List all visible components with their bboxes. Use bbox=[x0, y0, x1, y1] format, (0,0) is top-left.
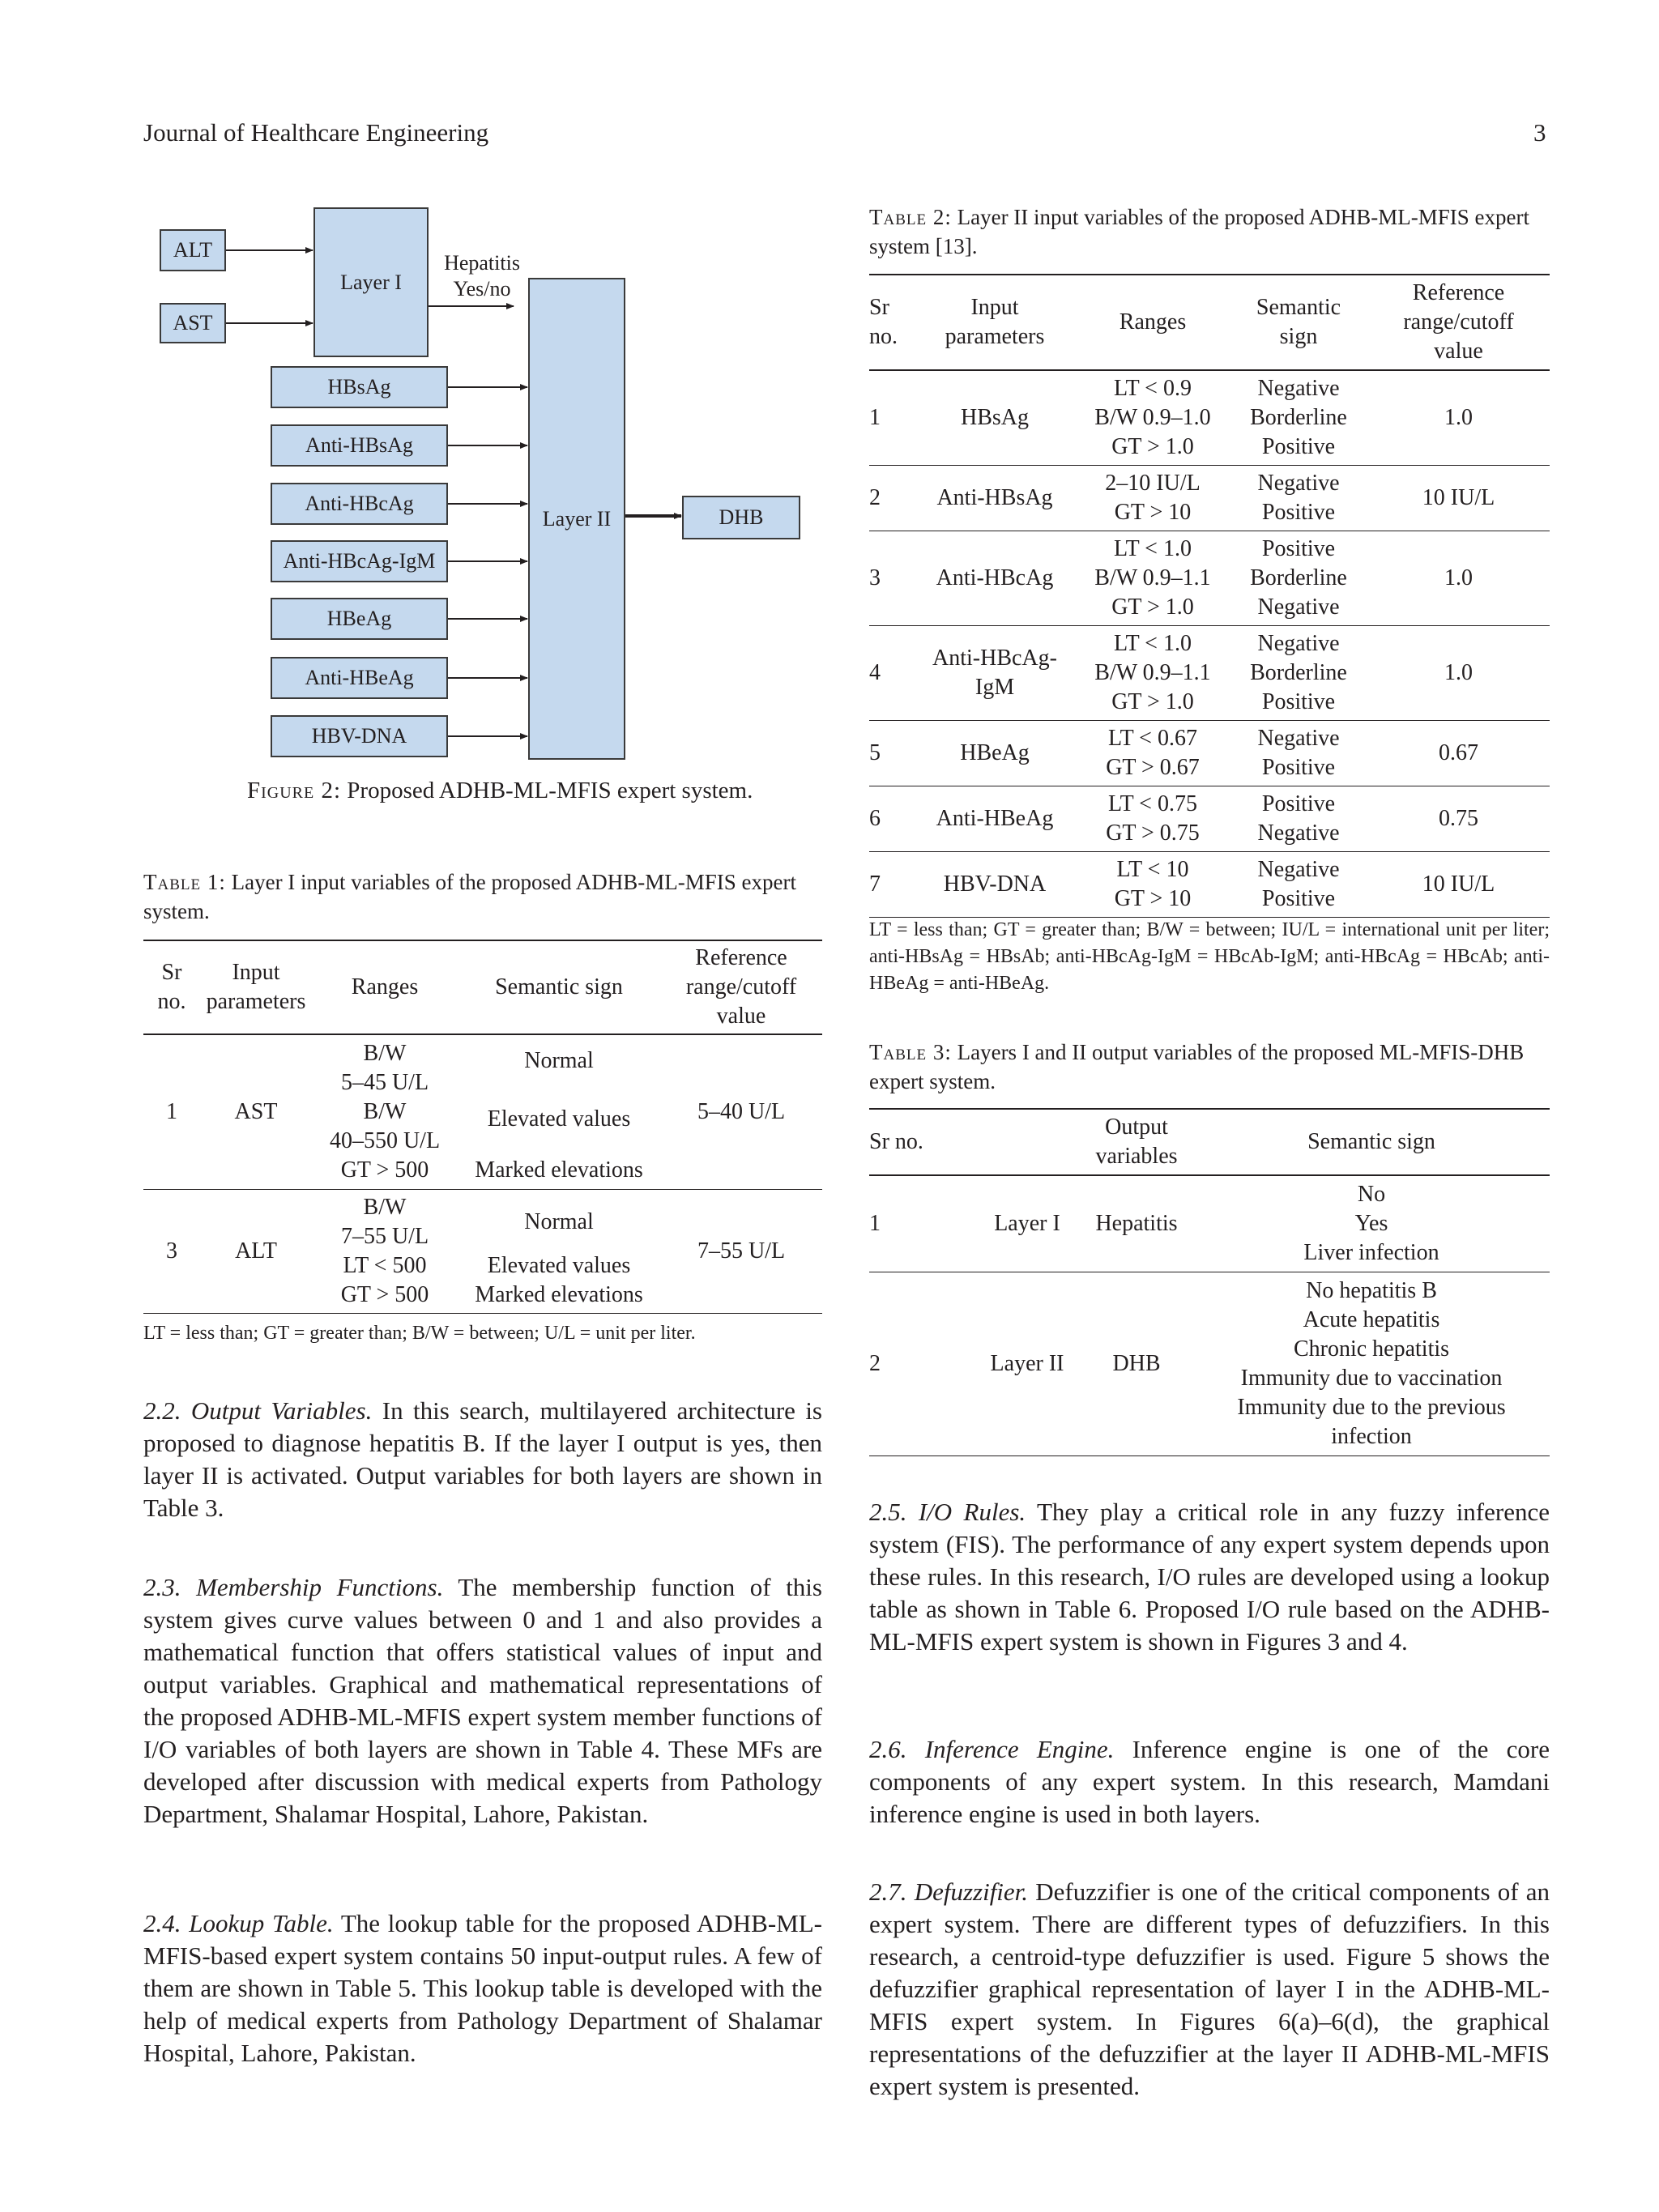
table-1-header-semantic: Semantic sign bbox=[458, 940, 660, 1034]
table-row bbox=[869, 1175, 1550, 1272]
t2-sem: Positive bbox=[1261, 536, 1336, 561]
t2-r5-semantic bbox=[1230, 721, 1367, 786]
figure-2-caption bbox=[247, 776, 753, 805]
t2-sem: Positive bbox=[1261, 500, 1336, 525]
t2-r3-ref: 1.0 bbox=[1367, 531, 1550, 626]
t2-r1-ranges bbox=[1076, 370, 1230, 466]
hepatitis-output-line-2: Yes/no bbox=[453, 277, 511, 300]
t1-h-sr-1: Sr bbox=[161, 960, 182, 985]
t2-h-ref-2: range/cutoff bbox=[1403, 309, 1514, 335]
ast-box-label: AST bbox=[173, 311, 213, 335]
table-1-header-sr bbox=[143, 940, 200, 1034]
t2-r2-sr: 2 bbox=[869, 466, 914, 531]
t3-r1-output: Hepatitis bbox=[1080, 1175, 1193, 1272]
t2-sem: Positive bbox=[1261, 755, 1336, 780]
t2-range: LT < 1.0 bbox=[1114, 631, 1192, 656]
table-row bbox=[869, 466, 1550, 531]
t1-r1-sem: Marked elevations bbox=[475, 1157, 643, 1183]
section-2-3 bbox=[143, 1571, 822, 1831]
t2-sem: Borderline bbox=[1250, 405, 1347, 430]
t1-r2-sem: Marked elevations bbox=[475, 1282, 643, 1307]
t2-r1-param: HBsAg bbox=[914, 370, 1076, 466]
t2-range: B/W 0.9–1.1 bbox=[1094, 660, 1211, 685]
hbeag-label: HBeAg bbox=[326, 607, 392, 630]
table-2-note: LT = less than; GT = greater than; B/W = between; IU/L = international unit per liter; anti-HBsAg = HBsAb; anti-HBcAg-IgM = HBcAb-IgM; anti-HBcAg = HBcAb; anti-HBeAg = anti-HBeAg. bbox=[869, 919, 1550, 994]
t2-h-sem-1: Semantic bbox=[1256, 295, 1341, 320]
t1-r2-semantic bbox=[458, 1190, 660, 1314]
t2-h-input-1: Input bbox=[970, 295, 1019, 320]
t1-r1-range: 5–45 U/L bbox=[340, 1070, 429, 1095]
table-2-header-input bbox=[914, 275, 1076, 370]
hbv-dna-label: HBV-DNA bbox=[311, 724, 407, 748]
table-row bbox=[869, 531, 1550, 626]
table-row bbox=[869, 370, 1550, 466]
section-2-3-body: The membership function of this system gives curve values between 0 and 1 and also provides a mathematical function that offers statistical values of input and output variables. Graphical and mathematical representations of the proposed ADHB-ML-MFIS expert system member functions of I/O variables of both layers are shown in Table 4. These MFs are developed after discussion with medical experts from Pathology Department, Shalamar Hospital, Lahore, Pakistan. bbox=[143, 1573, 822, 1828]
t2-r7-ranges bbox=[1076, 852, 1230, 918]
table-1-note: LT = less than; GT = greater than; B/W = between; U/L = unit per liter. bbox=[143, 1323, 696, 1344]
t2-range: B/W 0.9–1.0 bbox=[1094, 405, 1211, 430]
t3-sem: Immunity due to vaccination bbox=[1240, 1366, 1503, 1391]
section-2-6 bbox=[869, 1733, 1550, 1831]
t3-sem: Acute hepatitis bbox=[1303, 1307, 1440, 1332]
journal-title: Journal of Healthcare Engineering bbox=[143, 118, 489, 147]
t1-r2-range: LT < 500 bbox=[343, 1253, 427, 1278]
table-3-header-semantic: Semantic sign bbox=[1193, 1109, 1550, 1175]
table-row bbox=[869, 626, 1550, 721]
t2-r7-ref: 10 IU/L bbox=[1367, 852, 1550, 918]
table-3-caption-text: Layers I and II output variables of the proposed ML-MFIS-DHB expert system. bbox=[869, 1040, 1525, 1093]
t2-sem: Positive bbox=[1261, 434, 1336, 459]
table-3-header-blank bbox=[975, 1109, 1080, 1175]
anti-hbsag-label: Anti-HBsAg bbox=[305, 433, 413, 457]
t2-r6-sr: 6 bbox=[869, 786, 914, 852]
figure-2-arrows bbox=[0, 0, 810, 769]
t3-r2-semantic bbox=[1193, 1272, 1550, 1456]
t1-r1-range: 40–550 U/L bbox=[329, 1128, 441, 1153]
t3-sem: No bbox=[1357, 1182, 1386, 1207]
t3-sem: infection bbox=[1331, 1424, 1412, 1449]
section-2-4-heading: 2.4. Lookup Table. bbox=[143, 1909, 334, 1937]
t2-r1-semantic bbox=[1230, 370, 1367, 466]
hepatitis-output-line-1: Hepatitis bbox=[444, 251, 520, 275]
section-2-2 bbox=[143, 1395, 822, 1524]
figure-2-caption-label: Figure 2: bbox=[247, 778, 342, 803]
table-1-caption-text: Layer I input variables of the proposed ADHB-ML-MFIS expert system. bbox=[143, 870, 796, 923]
t2-range: LT < 10 bbox=[1116, 857, 1189, 882]
t2-range: GT > 1.0 bbox=[1111, 595, 1194, 620]
t2-r5-ref: 0.67 bbox=[1367, 721, 1550, 786]
t1-h-ref-1: Reference bbox=[695, 945, 787, 970]
table-1-header-ranges: Ranges bbox=[312, 940, 458, 1034]
t1-r2-sem: Elevated values bbox=[487, 1253, 631, 1278]
t3-r2-layer: Layer II bbox=[975, 1272, 1080, 1456]
t2-r4-sr: 4 bbox=[869, 626, 914, 721]
t1-r2-sem: Normal bbox=[524, 1209, 594, 1234]
section-2-4-body: The lookup table for the proposed ADHB-ML-MFIS-based expert system contains 50 input-output rules. A few of them are shown in Table 5. This lookup table is developed with the help of medical experts from Pathology Department of Shalamar Hospital, Lahore, Pakistan. bbox=[143, 1909, 822, 2067]
t3-sem: No hepatitis B bbox=[1306, 1278, 1437, 1303]
t2-range: LT < 0.9 bbox=[1114, 376, 1192, 401]
t1-r1-sem: Normal bbox=[524, 1048, 594, 1073]
section-2-2-body: In this search, multilayered architecture is proposed to diagnose hepatitis B. If the layer I output is yes, then layer II is activated. Output variables for both layers are shown in Table 3. bbox=[143, 1396, 823, 1522]
t2-h-sr-2: no. bbox=[869, 324, 898, 349]
t1-h-ref-2: range/cutoff bbox=[685, 974, 797, 999]
t2-sem: Negative bbox=[1257, 595, 1340, 620]
table-2-header-reference bbox=[1367, 275, 1550, 370]
table-1-header-row bbox=[143, 940, 822, 1034]
t2-r2-semantic bbox=[1230, 466, 1367, 531]
t2-r4-param: Anti-HBcAg-IgM bbox=[914, 626, 1076, 721]
t2-range: LT < 1.0 bbox=[1114, 536, 1192, 561]
t2-h-sem-2: sign bbox=[1279, 324, 1318, 349]
t2-sem: Negative bbox=[1257, 820, 1340, 846]
section-2-5-body: They play a critical role in any fuzzy inference system (FIS). The performance of any expert system depends upon these rules. In this research, I/O rules are developed using a lookup table as shown in Table 6. Proposed I/O rule based on the ADHB-ML-MFIS expert system is shown in Figures 3 and 4. bbox=[869, 1498, 1550, 1656]
alt-box-label: ALT bbox=[173, 238, 213, 262]
t2-r2-ranges bbox=[1076, 466, 1230, 531]
t2-r1-sr: 1 bbox=[869, 370, 914, 466]
t2-r5-sr: 5 bbox=[869, 721, 914, 786]
table-2-header-row bbox=[869, 275, 1550, 370]
figure-2-caption-text: Proposed ADHB-ML-MFIS expert system. bbox=[347, 778, 753, 803]
table-2-caption bbox=[869, 202, 1550, 261]
t1-r2-range: B/W bbox=[363, 1195, 407, 1220]
t2-h-input-2: parameters bbox=[945, 324, 1045, 349]
t2-sem: Borderline bbox=[1250, 565, 1347, 590]
t2-h-sr-1: Sr bbox=[869, 295, 889, 320]
t2-range: 2–10 IU/L bbox=[1105, 471, 1201, 496]
t2-r3-sr: 3 bbox=[869, 531, 914, 626]
t2-r4-ranges bbox=[1076, 626, 1230, 721]
dhb-label: DHB bbox=[719, 505, 764, 529]
section-2-6-heading: 2.6. Inference Engine. bbox=[869, 1735, 1115, 1763]
section-2-7 bbox=[869, 1876, 1550, 2103]
t2-h-ref-3: value bbox=[1434, 339, 1483, 364]
t3-r2-sr: 2 bbox=[869, 1272, 975, 1456]
table-1-caption-label: Table 1: bbox=[143, 870, 226, 894]
t2-sem: Negative bbox=[1257, 631, 1340, 656]
table-1-header-reference bbox=[660, 940, 822, 1034]
t1-h-ref-3: value bbox=[716, 1004, 766, 1029]
table-3-caption bbox=[869, 1038, 1550, 1096]
t2-r6-ranges bbox=[1076, 786, 1230, 852]
t1-r2-ranges bbox=[312, 1190, 458, 1314]
t2-sem: Positive bbox=[1261, 886, 1336, 911]
t2-range: LT < 0.75 bbox=[1108, 791, 1197, 816]
table-row bbox=[143, 1190, 822, 1314]
t2-range: GT > 10 bbox=[1114, 500, 1192, 525]
t3-h-out-2: variables bbox=[1095, 1144, 1178, 1169]
table-3-caption-label: Table 3: bbox=[869, 1040, 952, 1064]
figure-2-diagram bbox=[0, 0, 810, 769]
t3-h-out-1: Output bbox=[1105, 1115, 1168, 1140]
t2-h-ref-1: Reference bbox=[1412, 280, 1505, 305]
t2-r5-param: HBeAg bbox=[914, 721, 1076, 786]
table-2 bbox=[869, 274, 1550, 918]
t1-r1-param: AST bbox=[200, 1034, 312, 1190]
t2-r7-semantic bbox=[1230, 852, 1367, 918]
t3-sem: Yes bbox=[1354, 1211, 1388, 1236]
anti-hbcag-igm-label: Anti-HBcAg-IgM bbox=[283, 549, 436, 573]
t2-sem: Positive bbox=[1261, 791, 1336, 816]
t1-h-sr-2: no. bbox=[157, 989, 186, 1014]
t2-r1-ref: 1.0 bbox=[1367, 370, 1550, 466]
section-2-7-heading: 2.7. Defuzzifier. bbox=[869, 1877, 1029, 1906]
t2-range: GT > 0.67 bbox=[1106, 755, 1200, 780]
t1-r2-range: GT > 500 bbox=[340, 1282, 429, 1307]
page-number: 3 bbox=[1533, 118, 1546, 147]
layer-1-label: Layer I bbox=[340, 270, 402, 294]
section-2-4 bbox=[143, 1907, 822, 2069]
layer-2-label: Layer II bbox=[542, 506, 612, 531]
t1-r1-range: GT > 500 bbox=[340, 1157, 429, 1183]
table-2-header-ranges: Ranges bbox=[1076, 275, 1230, 370]
t3-r2-output: DHB bbox=[1080, 1272, 1193, 1456]
t1-r1-ranges bbox=[312, 1034, 458, 1190]
t1-h-input-1: Input bbox=[232, 960, 280, 985]
t2-r4-semantic bbox=[1230, 626, 1367, 721]
t3-r1-sr: 1 bbox=[869, 1175, 975, 1272]
t2-r6-param: Anti-HBeAg bbox=[914, 786, 1076, 852]
section-2-5-heading: 2.5. I/O Rules. bbox=[869, 1498, 1026, 1526]
section-2-7-body: Defuzzifier is one of the critical components of an expert system. There are different types of defuzzifiers. In this research, a centroid-type defuzzifier is used. Figure 5 shows the defuzzifier graphical representation of layer I in the ADHB-ML-MFIS expert system. In Figures 6(a)–6(d), the graphical representations of the defuzzifier at the layer II ADHB-ML-MFIS expert system is presented. bbox=[869, 1877, 1550, 2100]
t2-r6-ref: 0.75 bbox=[1367, 786, 1550, 852]
t1-r1-ref: 5–40 U/L bbox=[660, 1034, 822, 1190]
t1-r1-range: B/W bbox=[363, 1041, 407, 1066]
t2-sem: Negative bbox=[1257, 376, 1340, 401]
t1-r1-semantic bbox=[458, 1034, 660, 1190]
t2-sem: Borderline bbox=[1250, 660, 1347, 685]
t2-sem: Negative bbox=[1257, 726, 1340, 751]
hbsag-label: HBsAg bbox=[327, 375, 391, 399]
table-row bbox=[869, 852, 1550, 918]
t2-sem: Negative bbox=[1257, 857, 1340, 882]
t2-r5-ranges bbox=[1076, 721, 1230, 786]
section-2-5 bbox=[869, 1496, 1550, 1658]
t1-r1-sr: 1 bbox=[143, 1034, 200, 1190]
table-2-header-semantic bbox=[1230, 275, 1367, 370]
section-2-3-heading: 2.3. Membership Functions. bbox=[143, 1573, 444, 1601]
t2-r2-param: Anti-HBsAg bbox=[914, 466, 1076, 531]
table-1 bbox=[143, 940, 822, 1314]
section-2-2-heading: 2.2. Output Variables. bbox=[143, 1396, 373, 1425]
t3-sem: Immunity due to the previous bbox=[1237, 1395, 1506, 1420]
t1-r1-sem: Elevated values bbox=[487, 1106, 631, 1132]
t3-sem: Chronic hepatitis bbox=[1293, 1336, 1450, 1362]
t2-range: GT > 1.0 bbox=[1111, 434, 1194, 459]
t1-r2-sr: 3 bbox=[143, 1190, 200, 1314]
t1-h-input-2: parameters bbox=[206, 989, 306, 1014]
t1-r2-range: 7–55 U/L bbox=[340, 1224, 429, 1249]
table-row bbox=[143, 1034, 822, 1190]
t2-r3-ranges bbox=[1076, 531, 1230, 626]
table-row bbox=[869, 721, 1550, 786]
table-3-header-output bbox=[1080, 1109, 1193, 1175]
anti-hbeag-label: Anti-HBeAg bbox=[305, 666, 414, 689]
t2-range: GT > 0.75 bbox=[1106, 820, 1200, 846]
t2-r3-semantic bbox=[1230, 531, 1367, 626]
t3-sem: Liver infection bbox=[1303, 1240, 1439, 1265]
t2-r4-ref: 1.0 bbox=[1367, 626, 1550, 721]
t2-range: GT > 10 bbox=[1114, 886, 1192, 911]
t1-r2-ref: 7–55 U/L bbox=[660, 1190, 822, 1314]
t2-range: LT < 0.67 bbox=[1108, 726, 1197, 751]
table-row bbox=[869, 1272, 1550, 1456]
t2-sem: Negative bbox=[1257, 471, 1340, 496]
t1-r1-range: B/W bbox=[363, 1099, 407, 1124]
t2-r6-semantic bbox=[1230, 786, 1367, 852]
table-1-header-input bbox=[200, 940, 312, 1034]
table-3-header-row bbox=[869, 1109, 1550, 1175]
t2-r2-ref: 10 IU/L bbox=[1367, 466, 1550, 531]
table-2-caption-label: Table 2: bbox=[869, 205, 952, 229]
table-3 bbox=[869, 1108, 1550, 1456]
t2-sem: Positive bbox=[1261, 689, 1336, 714]
t2-range: B/W 0.9–1.1 bbox=[1094, 565, 1211, 590]
anti-hbcag-label: Anti-HBcAg bbox=[305, 492, 414, 515]
t3-r1-layer: Layer I bbox=[975, 1175, 1080, 1272]
table-2-header-sr bbox=[869, 275, 914, 370]
t2-r3-param: Anti-HBcAg bbox=[914, 531, 1076, 626]
table-3-header-sr: Sr no. bbox=[869, 1109, 975, 1175]
t1-r2-param: ALT bbox=[200, 1190, 312, 1314]
section-2-6-body: Inference engine is one of the core components of any expert system. In this research, Mamdani inference engine is used in both layers. bbox=[869, 1735, 1550, 1828]
table-1-caption bbox=[143, 867, 822, 926]
t2-range: GT > 1.0 bbox=[1111, 689, 1194, 714]
table-2-caption-text: Layer II input variables of the proposed ADHB-ML-MFIS expert system [13]. bbox=[869, 205, 1529, 258]
t2-r7-param: HBV-DNA bbox=[914, 852, 1076, 918]
t2-r7-sr: 7 bbox=[869, 852, 914, 918]
t3-r1-semantic bbox=[1193, 1175, 1550, 1272]
table-row bbox=[869, 786, 1550, 852]
